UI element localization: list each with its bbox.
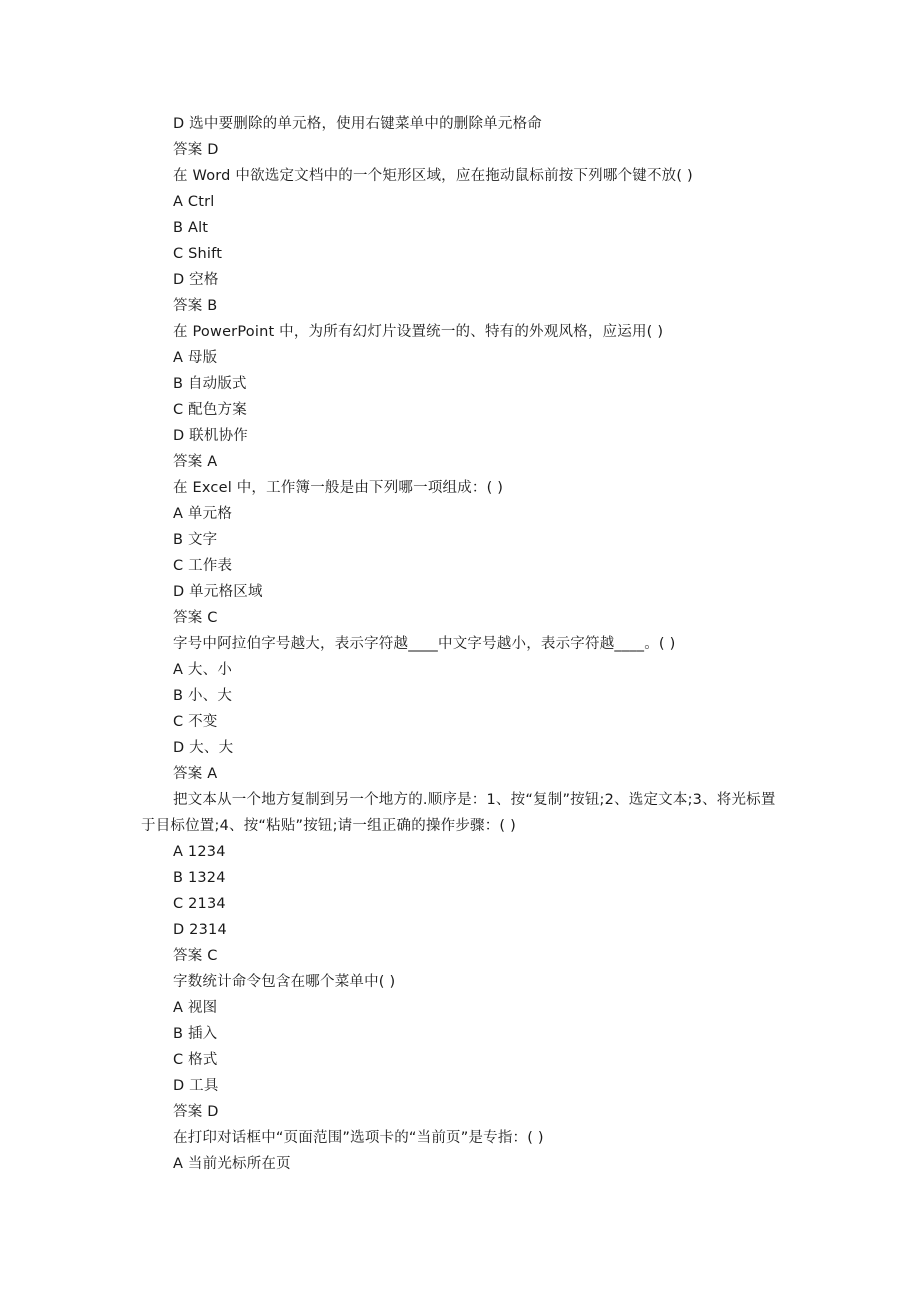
answer-line: 答案 D — [173, 142, 219, 158]
question-line: 字号中阿拉伯字号越大，表示字符越____中文字号越小，表示字符越____。( ) — [173, 636, 676, 652]
option-line: B 文字 — [173, 532, 218, 548]
option-line: A Ctrl — [173, 194, 215, 210]
option-line: C Shift — [173, 246, 223, 262]
question-line: 字数统计命令包含在哪个菜单中( ) — [173, 974, 396, 990]
option-line: B 1324 — [173, 870, 226, 886]
option-line: D 联机协作 — [173, 428, 248, 444]
option-line: A 大、小 — [173, 662, 233, 678]
option-line: D 单元格区域 — [173, 584, 263, 600]
option-line: A 当前光标所在页 — [173, 1156, 291, 1172]
option-line: A 1234 — [173, 844, 226, 860]
option-line: D 2314 — [173, 922, 227, 938]
option-line: A 视图 — [173, 1000, 218, 1016]
option-line: B Alt — [173, 220, 209, 236]
answer-line: 答案 C — [173, 948, 218, 964]
answer-line: 答案 D — [173, 1104, 219, 1120]
answer-line: 答案 A — [173, 454, 218, 470]
question-line: 在 Excel 中，工作簿一般是由下列哪一项组成：( ) — [173, 480, 504, 496]
option-line: D 工具 — [173, 1078, 219, 1094]
question-line: 在 Word 中欲选定文档中的一个矩形区域，应在拖动鼠标前按下列哪个键不放( ) — [173, 168, 693, 184]
answer-line: 答案 B — [173, 298, 218, 314]
option-line: C 不变 — [173, 714, 218, 730]
option-line: A 母版 — [173, 350, 218, 366]
answer-line: 答案 A — [173, 766, 218, 782]
option-line: C 配色方案 — [173, 402, 247, 418]
option-line: C 2134 — [173, 896, 226, 912]
option-line: C 格式 — [173, 1052, 218, 1068]
answer-line: 答案 C — [173, 610, 218, 626]
option-line: B 小、大 — [173, 688, 233, 704]
option-line: A 单元格 — [173, 506, 233, 522]
text-line: D 选中要删除的单元格，使用右键菜单中的删除单元格命 — [173, 116, 542, 132]
question-line: 在打印对话框中“页面范围”选项卡的“当前页”是专指：( ) — [173, 1130, 544, 1146]
option-line: B 插入 — [173, 1026, 218, 1042]
question-paragraph: 把文本从一个地方复制到另一个地方的.顺序是：1、按“复制”按钮;2、选定文本;3、将光标置于目标位置;4、按“粘贴”按钮;请一组正确的操作步骤：( ) — [141, 792, 776, 834]
option-line: D 大、大 — [173, 740, 234, 756]
document-body — [0, 111, 920, 1177]
option-line: B 自动版式 — [173, 376, 247, 392]
option-line: C 工作表 — [173, 558, 233, 574]
option-line: D 空格 — [173, 272, 219, 288]
question-line: 在 PowerPoint 中，为所有幻灯片设置统一的、特有的外观风格，应运用( ) — [173, 324, 664, 340]
